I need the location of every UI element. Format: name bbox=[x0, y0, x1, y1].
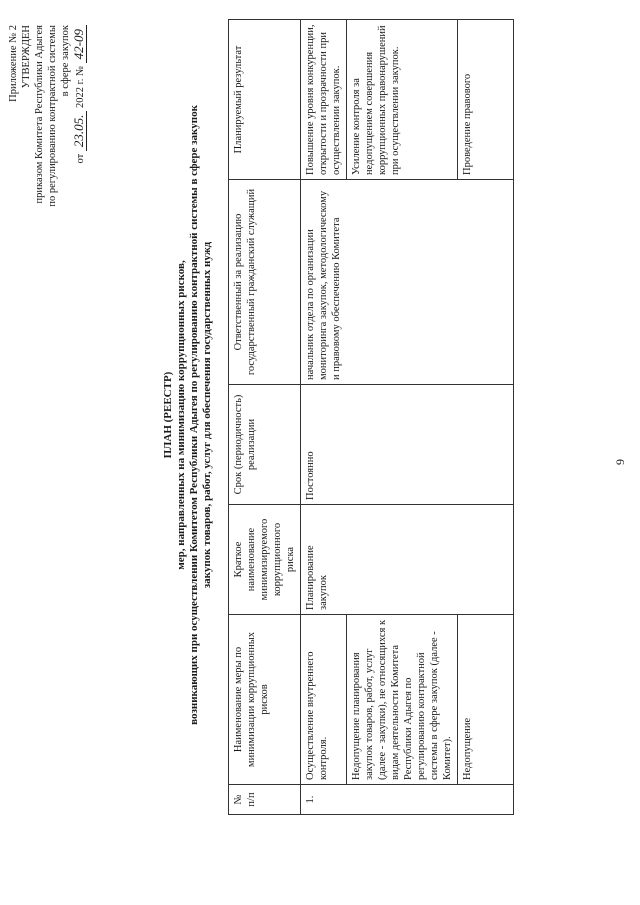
responsible-cell: начальник отдела по организации мониторинга закупок, методологическому и правовому обеспечению Комитета bbox=[301, 180, 514, 385]
header-measure: Наименование меры по минимизации коррупционных рисков bbox=[229, 615, 301, 785]
table-row bbox=[301, 20, 347, 815]
header-responsible: Ответственный за реализацию государственный гражданский служащий bbox=[229, 180, 301, 385]
appendix-label: Приложение № 2 bbox=[8, 25, 19, 102]
result-cell: Повышение уровня конкуренции, открытости и прозрачности при осуществлении закупок. bbox=[301, 20, 347, 180]
row-num: 1. bbox=[301, 785, 514, 815]
handwritten-number: 42-09 bbox=[71, 25, 87, 63]
table-header-row bbox=[229, 20, 301, 815]
result-cell: Проведение правового bbox=[458, 20, 514, 180]
title-line-4: закупок товаров, работ, услуг для обеспечения государственных нужд bbox=[201, 241, 213, 589]
approval-block bbox=[7, 25, 87, 270]
header-num: № п/п bbox=[229, 785, 301, 815]
measure-cell: Осуществление внутреннего контроля. bbox=[301, 615, 347, 785]
header-risk: Краткое наименование минимизируемого коррупционного риска bbox=[229, 505, 301, 615]
approval-date-line bbox=[72, 25, 87, 270]
approval-line-1: приказом Комитета Республики Адыгея bbox=[34, 25, 45, 204]
page-number: 9 bbox=[613, 459, 627, 465]
measures-table bbox=[228, 19, 514, 815]
measure-cell: Недопущение bbox=[458, 615, 514, 785]
measure-cell: Недопущение планирования закупок товаров, работ, услуг (далее - закупки), не относящихся к видам деятельности Комитета Республики Адыгея по регулированию контрактной системы в сфере закупок (далее - Комитет). bbox=[347, 615, 458, 785]
handwritten-date: 23.05. bbox=[71, 111, 87, 152]
approved-label: УТВЕРЖДЕН bbox=[21, 25, 32, 89]
approval-line-2: по регулированию контрактной системы bbox=[47, 25, 58, 207]
date-prefix: от bbox=[75, 153, 86, 164]
header-result: Планируемый результат bbox=[229, 20, 301, 180]
term-cell: Постоянно bbox=[301, 385, 514, 505]
date-year: 2022 г. № bbox=[75, 65, 86, 108]
approval-line-3: в сфере закупок bbox=[60, 25, 71, 97]
header-term: Срок (периодичность) реализации bbox=[229, 385, 301, 505]
title-line-1: ПЛАН (РЕЕСТР) bbox=[162, 371, 174, 459]
document-title bbox=[162, 55, 214, 775]
title-line-3: возникающих при осуществлении Комитетом Республики Адыгея по регулированию контрактной системы в сфере закупок bbox=[188, 105, 200, 725]
title-line-2: мер, направленных на минимизацию коррупционных рисков, bbox=[175, 260, 187, 570]
risk-cell: Планирование закупок bbox=[301, 505, 514, 615]
result-cell: Усиление контроля за недопущением совершения коррупционных правонарушений при осуществлении закупок. bbox=[347, 20, 458, 180]
